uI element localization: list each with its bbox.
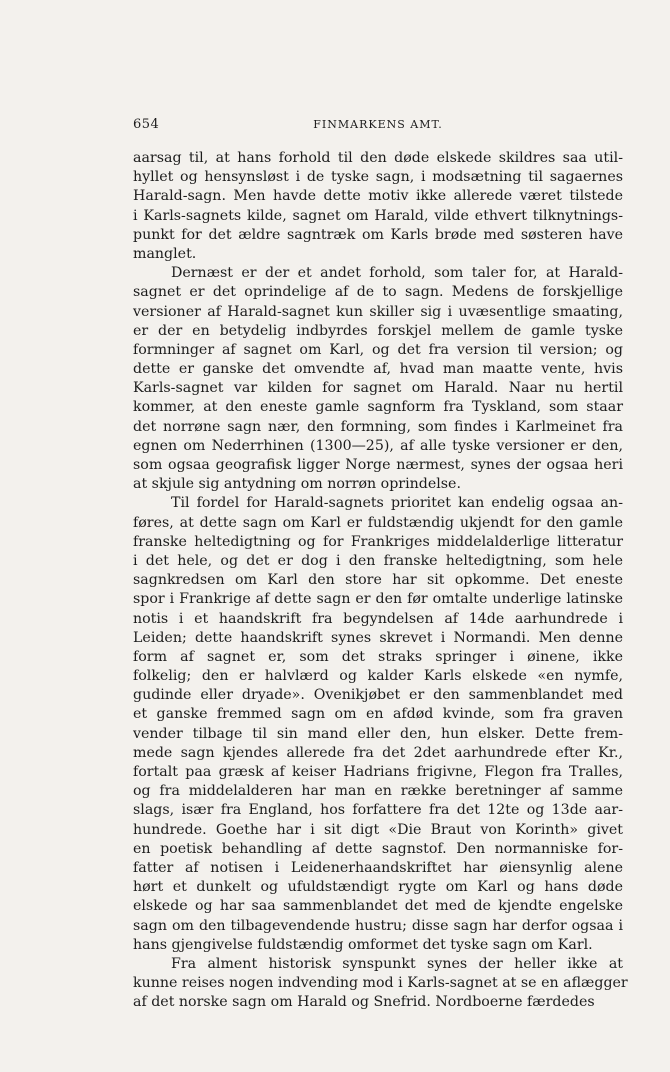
text-line: dette er ganske det omvendte af, hvad man maatte vente, hvis bbox=[133, 361, 623, 378]
text-line: spor i Frankrige af dette sagn er den før omtalte underlige latinske bbox=[133, 591, 623, 608]
text-line: gudinde eller dryade». Ovenikjøbet er den sammenblandet med bbox=[133, 687, 623, 704]
text-line: Karls-sagnet var kilden for sagnet om Harald. Naar nu hertil bbox=[133, 380, 623, 397]
text-line: er der en betydelig indbyrdes forskjel mellem de gamle tyske bbox=[133, 322, 623, 339]
text-line: føres, at dette sagn om Karl er fuldstændig ukjendt for den gamle bbox=[133, 514, 623, 531]
text-line: kommer, at den eneste gamle sagnform fra Tyskland, som staar bbox=[133, 399, 623, 416]
text-line: et ganske fremmed sagn om en afdød kvinde, som fra graven bbox=[133, 706, 623, 723]
running-title: FINMARKENS AMT. bbox=[313, 118, 443, 131]
text-line: fatter af notisen i Leidenerhaandskriftet har øiensynlig alene bbox=[133, 859, 623, 876]
text-line: hyllet og hensynsløst i de tyske sagn, i modsætning til sagaernes bbox=[133, 169, 623, 186]
paragraph bbox=[133, 264, 623, 494]
text-line: i det hele, og det er dog i den franske heltedigtning, som hele bbox=[133, 552, 623, 569]
text-line: hørt et dunkelt og ufuldstændigt rygte om Karl og hans døde bbox=[133, 879, 623, 896]
text-line: slags, især fra England, hos forfattere fra det 12te og 13de aar- bbox=[133, 802, 623, 819]
text-line: som ogsaa geografisk ligger Norge nærmest, synes der ogsaa heri bbox=[133, 457, 623, 473]
text-line: aarsag til, at hans forhold til den døde elskede skildres saa util- bbox=[133, 150, 623, 166]
text-line: sagnet er det oprindelige af de to sagn. Medens de forskjellige bbox=[133, 284, 623, 301]
text-line: Harald-sagn. Men havde dette motiv ikke allerede været tilstede bbox=[133, 188, 623, 205]
text-line: det norrøne sagn nær, den formning, som findes i Karlmeinet fra bbox=[133, 418, 623, 435]
text-line: formninger af sagnet om Karl, og det fra version til version; og bbox=[133, 341, 623, 358]
text-line: i Karls-sagnets kilde, sagnet om Harald, vilde ethvert tilknytnings- bbox=[133, 207, 623, 224]
text-line: kunne reises nogen indvending mod i Karls-sagnet at se en aflægger bbox=[133, 975, 628, 992]
page-number: 654 bbox=[133, 117, 160, 132]
text-line: mede sagn kjendes allerede fra det 2det aarhundrede efter Kr., bbox=[133, 744, 623, 761]
text-line: franske heltedigtning og for Frankriges middelalderlige litteratur bbox=[133, 533, 623, 550]
paragraph bbox=[133, 149, 623, 264]
text-line: og fra middelalderen har man en række beretninger af samme bbox=[133, 783, 623, 800]
text-line: sagn om den tilbagevendende hustru; disse sagn har derfor ogsaa i bbox=[133, 917, 623, 934]
text-line: elskede og har saa sammenblandet det med de kjendte engelske bbox=[133, 898, 623, 915]
text-line: notis i et haandskrift fra begyndelsen af 14de aarhundrede i bbox=[133, 610, 623, 627]
text-line: sagnkredsen om Karl den store har sit opkomme. Det eneste bbox=[133, 572, 623, 589]
text-line: en poetisk behandling af dette sagnstof. Den normanniske for- bbox=[133, 840, 623, 857]
text-line: at skjule sig antydning om norrøn oprindelse. bbox=[133, 476, 461, 493]
text-line: versioner af Harald-sagnet kun skiller sig i uvæsentlige smaating, bbox=[133, 303, 623, 320]
text-line: af det norske sagn om Harald og Snefrid. Nordboerne færdedes bbox=[133, 994, 595, 1011]
text-line: Dernæst er der et andet forhold, som taler for, at Harald- bbox=[171, 265, 623, 282]
text-line: hundrede. Goethe har i sit digt «Die Braut von Korinth» givet bbox=[133, 821, 623, 838]
paragraph bbox=[133, 955, 628, 1013]
text-line: vender tilbage til sin mand eller den, hun elsker. Dette frem- bbox=[133, 725, 623, 742]
text-line: egnen om Nederrhinen (1300—25), af alle tyske versioner er den, bbox=[133, 437, 623, 454]
text-line: Leiden; dette haandskrift synes skrevet i Normandi. Men denne bbox=[133, 629, 623, 646]
text-line: hans gjengivelse fuldstændig omformet det tyske sagn om Karl. bbox=[133, 936, 593, 953]
text-line: form af sagnet er, som det straks springer i øinene, ikke bbox=[133, 648, 623, 665]
text-line: Til fordel for Harald-sagnets prioritet kan endelig ogsaa an- bbox=[171, 495, 623, 512]
text-line: folkelig; den er halvlærd og kalder Karls elskede «en nymfe, bbox=[133, 668, 623, 685]
text-line: Fra alment historisk synspunkt synes der heller ikke at bbox=[171, 955, 623, 972]
paragraph bbox=[133, 494, 623, 955]
body-text bbox=[133, 149, 628, 1012]
text-line: fortalt paa græsk af keiser Hadrians frigivne, Flegon fra Tralles, bbox=[133, 764, 623, 780]
page-header bbox=[133, 117, 623, 135]
text-line: punkt for det ældre sagntræk om Karls brøde med søsteren have bbox=[133, 226, 623, 243]
text-line: manglet. bbox=[133, 245, 197, 262]
